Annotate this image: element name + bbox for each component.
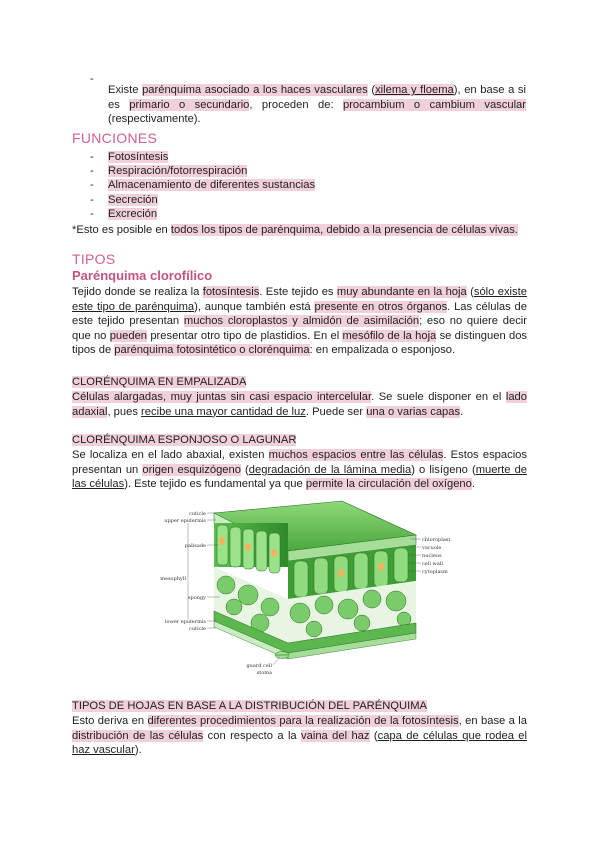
text-run: . Estos espacios presentan un: [72, 449, 527, 476]
palisade-cell: [256, 531, 267, 571]
spongy-cell: [386, 591, 406, 611]
highlight: parénquima asociado a los haces vasculares: [142, 84, 368, 97]
palisade-cell: [314, 558, 328, 594]
funcion-item: [108, 164, 247, 179]
nucleus: [271, 549, 277, 557]
tipos-heading: TIPOS: [72, 251, 116, 267]
highlight: una o varias capas: [366, 405, 461, 418]
label-cell-wall: cell wall: [422, 561, 444, 567]
highlight: Almacenamiento de diferentes sustancias: [108, 179, 316, 191]
spongy-cell: [238, 585, 258, 605]
label-chloroplast: chloroplast: [422, 537, 451, 543]
text-run: . Este tejido es: [259, 286, 337, 298]
highlight: presente en otros órganos: [314, 300, 448, 313]
label-stoma: stoma: [256, 670, 272, 676]
text-run: , en base a la: [458, 715, 527, 727]
spongy-cell: [261, 598, 279, 616]
label-palisade: palisade: [184, 543, 206, 549]
highlight: mesófilo de la hoja: [342, 329, 437, 342]
underlined: muerte de las células: [72, 463, 528, 491]
text-run: Tejido donde se realiza la: [72, 286, 203, 298]
bullet-dash: -: [90, 179, 94, 191]
text-run: ; eso no quiere decir que no: [72, 315, 528, 342]
text-run: (: [240, 463, 249, 476]
text-run: Existe: [108, 84, 143, 97]
highlight: CLORÉNQUIMA EN EMPALIZADA: [72, 376, 247, 388]
label-cuticle-top: cuticle: [189, 511, 206, 517]
highlight: permite la circulación del oxígeno: [305, 478, 472, 491]
highlight: TIPOS DE HOJAS EN BASE A LA DISTRIBUCIÓN DEL PARÉNQUIMA: [72, 700, 427, 712]
text-run: (respectivamente).: [108, 113, 201, 126]
text-run: ), en base a si es: [108, 84, 526, 111]
text-run: : en empalizada o esponjoso.: [309, 344, 456, 357]
spongy-cell: [354, 615, 370, 631]
label-guard-cell: guard cell: [246, 663, 272, 669]
text-run: . Las células de este tejido presentan: [72, 300, 527, 328]
highlight: procambium o cambium vascular: [342, 98, 527, 111]
highlight: Secreción: [108, 194, 158, 206]
highlight: muchos espacios entre las células: [268, 449, 444, 461]
highlight: Células alargadas, muy juntas sin casi espacio intercelular: [72, 391, 372, 403]
palisade-cell: [230, 527, 241, 567]
highlight: todos los tipos de parénquima, debido a la presencia de células vivas.: [170, 224, 518, 236]
bullet-dash: -: [90, 73, 94, 85]
label-lower-epidermis: lower epidermis: [164, 619, 206, 625]
clorofilico-paragraph: [72, 285, 527, 358]
text-run: ).: [134, 744, 142, 757]
empalizada-paragraph: [72, 390, 527, 419]
bullet-dash: -: [90, 194, 94, 206]
right-labels: [421, 537, 450, 575]
vascular-parenchyma-bullet: [108, 83, 526, 127]
highlight: Excreción: [108, 208, 158, 220]
label-spongy: spongy: [187, 595, 206, 601]
underlined: capa de células que rodea el haz vascular: [72, 729, 527, 757]
text-run: *Esto es posible en: [72, 224, 171, 236]
spongy-cell: [226, 599, 242, 615]
highlight: diferentes procedimientos para la realización de la fotosíntesis: [147, 715, 459, 727]
nucleus: [378, 563, 384, 571]
highlight: pueden: [109, 329, 148, 342]
funciones-note: [72, 223, 527, 238]
bullet-dash: -: [90, 151, 94, 163]
label-mesophyll: mesophyll: [160, 576, 186, 582]
text-run: Esto deriva en: [72, 715, 148, 727]
highlight: CLORÉNQUIMA ESPONJOSO O LAGUNAR: [72, 434, 297, 446]
funcion-item: [108, 178, 315, 193]
spongy-cell: [217, 576, 235, 594]
parenquima-clorofilico-heading: Parénquima clorofílico: [72, 268, 213, 283]
highlight: muchos cloroplastos y almidón de asimilación: [183, 315, 420, 328]
text-run: presentar otro tipo de plastidios. En el: [147, 329, 343, 342]
nucleus: [245, 543, 251, 551]
spongy-cell: [306, 621, 322, 637]
text-run: , proceden de:: [249, 98, 343, 111]
highlight: vaina del haz: [301, 729, 370, 742]
label-cytoplasm: cytoplasm: [422, 569, 448, 575]
underlined: recibe una mayor cantidad de luz: [141, 405, 306, 418]
palisade-cell: [394, 548, 408, 582]
underlined: sólo existe este tipo de parénquima: [72, 286, 527, 313]
spongy-cell: [338, 599, 358, 619]
text-run: con respecto a la: [203, 729, 302, 742]
highlight: muy abundante en la hoja: [336, 286, 467, 298]
highlight: distribución de las células: [72, 729, 204, 742]
nucleus: [219, 537, 225, 545]
esponjoso-heading: [72, 434, 296, 446]
funciones-heading: FUNCIONES: [72, 130, 158, 146]
text-run: .: [471, 478, 475, 491]
highlight: fotosíntesis: [202, 286, 260, 298]
palisade-cell: [217, 525, 228, 565]
label-upper-epidermis: upper epidermis: [164, 518, 206, 524]
bullet-dash: -: [90, 165, 94, 177]
text-run: (: [466, 286, 474, 298]
text-run: , pues: [107, 405, 142, 418]
text-run: Se localiza en el lado abaxial, existen: [72, 449, 269, 461]
text-run: . Puede ser: [305, 405, 367, 418]
funcion-item: [108, 207, 157, 222]
highlight: lado adaxial: [72, 391, 527, 418]
leaf-cross-section-illustration: [160, 495, 451, 683]
funcion-item: [108, 150, 168, 165]
text-run: .: [460, 405, 464, 418]
spongy-cell: [315, 596, 333, 614]
nucleus: [338, 569, 344, 577]
underlined: degradación de la lámina media: [248, 463, 412, 476]
text-run: ) o lisígeno (: [411, 463, 476, 476]
text-run: (: [369, 729, 378, 742]
highlight: Respiración/fotorrespiración: [108, 165, 248, 177]
highlight: Fotosíntesis: [108, 151, 169, 163]
tipos-hojas-heading: [72, 700, 427, 712]
text-run: se distinguen dos tipos de: [72, 329, 528, 357]
text-run: ), aunque también está: [194, 300, 315, 313]
highlight: origen esquizógeno: [142, 463, 241, 476]
text-run: ). Este tejido es fundamental ya que: [124, 478, 306, 491]
leader-line: [273, 657, 280, 665]
label-nucleus: nucleus: [422, 553, 442, 559]
funcion-item: [108, 193, 158, 208]
bullet-dash: -: [90, 208, 94, 220]
label-cuticle-bottom: cuticle: [189, 626, 206, 632]
text-run: . Se suele disponer en el: [371, 391, 506, 403]
text-run: (: [367, 84, 376, 97]
tipos-hojas-paragraph: [72, 714, 527, 758]
palisade-cell: [294, 561, 308, 597]
highlight: primario o secundario: [129, 98, 250, 111]
esponjoso-paragraph: [72, 448, 527, 492]
highlight: parénquima fotosintético o clorénquima: [114, 344, 310, 357]
palisade-cell: [354, 553, 368, 589]
highlight: xilema y floema: [375, 84, 454, 97]
spongy-cell: [363, 590, 381, 608]
spongy-cell: [290, 603, 310, 623]
label-vacuole: vacuole: [422, 545, 442, 551]
empalizada-heading: [72, 376, 246, 388]
